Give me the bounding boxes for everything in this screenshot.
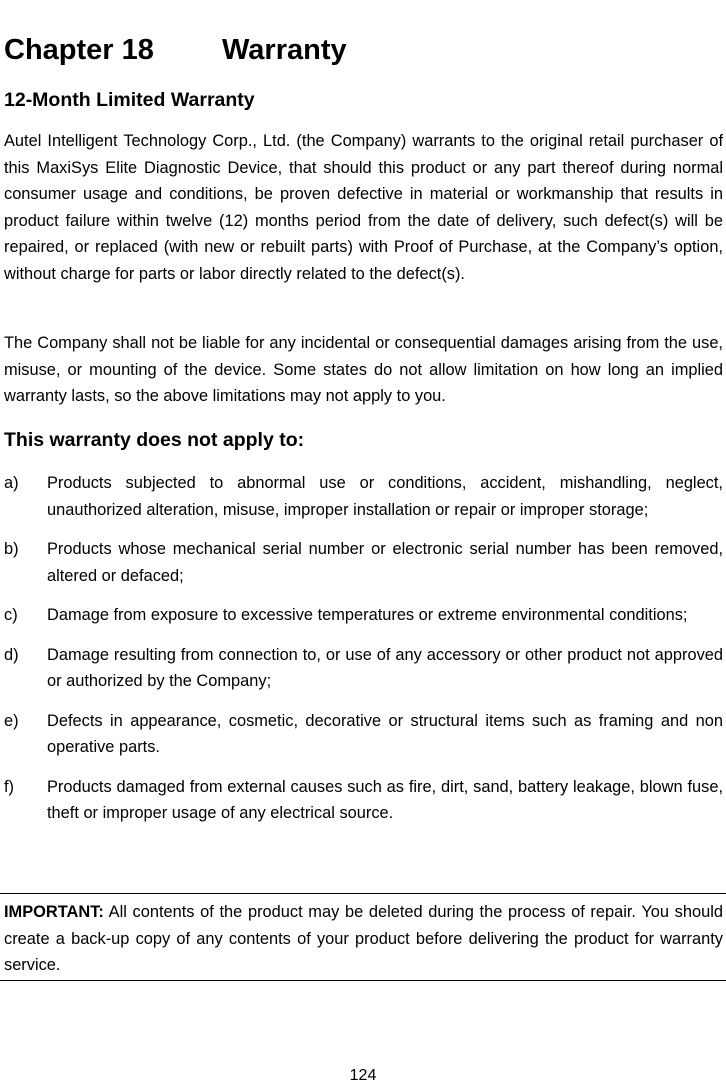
important-body: All contents of the product may be deleted during the process of repair. You should create a back-up copy of any contents of your product before delivering the product for warranty service. bbox=[4, 903, 723, 974]
warranty-paragraph: Autel Intelligent Technology Corp., Ltd. (the Company) warrants to the original retail purchaser of this MaxiSys Elite Diagnostic Device, that should this product or any part thereof during normal consumer usage and conditions, be proven defective in material or workmanship that results in product failure within twelve (12) months period from the date of delivery, such defect(s) will be repaired, or replaced (with new or rebuilt parts) with Proof of Purchase, at the Company’s option, without charge for parts or labor directly related to the defect(s). bbox=[4, 132, 723, 283]
list-item-text: Products whose mechanical serial number or electronic serial number has been removed, altered or defaced; bbox=[47, 540, 723, 585]
list-item bbox=[4, 536, 723, 589]
exclusions-list bbox=[4, 470, 723, 840]
list-marker: d) bbox=[4, 645, 19, 664]
list-item bbox=[4, 708, 723, 761]
list-item-text: Damage from exposure to excessive temperatures or extreme environmental conditions; bbox=[47, 606, 688, 624]
list-item-text: Products damaged from external causes such as fire, dirt, sand, battery leakage, blown fuse, theft or improper usage of any electrical source. bbox=[47, 777, 723, 822]
exclusions-heading: This warranty does not apply to: bbox=[4, 429, 305, 451]
important-notice-text bbox=[4, 899, 723, 979]
section-title: 12-Month Limited Warranty bbox=[4, 89, 255, 111]
list-item bbox=[4, 602, 723, 629]
list-marker: c) bbox=[4, 606, 18, 624]
chapter-title: Warranty bbox=[222, 34, 347, 66]
list-marker: b) bbox=[4, 540, 19, 558]
list-item bbox=[4, 470, 723, 523]
list-item-text: Products subjected to abnormal use or conditions, accident, mishandling, neglect, unauthorized alteration, misuse, improper installation or repair or improper storage; bbox=[47, 474, 723, 519]
list-marker: a) bbox=[4, 474, 19, 492]
list-marker: f) bbox=[4, 777, 15, 796]
list-marker: e) bbox=[4, 711, 19, 730]
list-item bbox=[4, 774, 723, 827]
chapter-heading bbox=[4, 32, 347, 68]
list-item-text: Defects in appearance, cosmetic, decorative or structural items such as framing and non operative parts. bbox=[47, 711, 723, 756]
liability-paragraph: The Company shall not be liable for any incidental or consequential damages arising from the use, misuse, or mounting of the device. Some states do not allow limitation on how long an implied warranty lasts, so the above limitations may not apply to you. bbox=[4, 334, 723, 405]
chapter-number: Chapter 18 bbox=[4, 34, 154, 66]
important-notice bbox=[0, 893, 726, 981]
important-label: IMPORTANT: bbox=[4, 903, 104, 921]
list-item-text: Damage resulting from connection to, or use of any accessory or other product not approved or authorized by the Company; bbox=[47, 645, 723, 690]
page-number: 124 bbox=[349, 1067, 377, 1084]
list-item bbox=[4, 642, 723, 695]
